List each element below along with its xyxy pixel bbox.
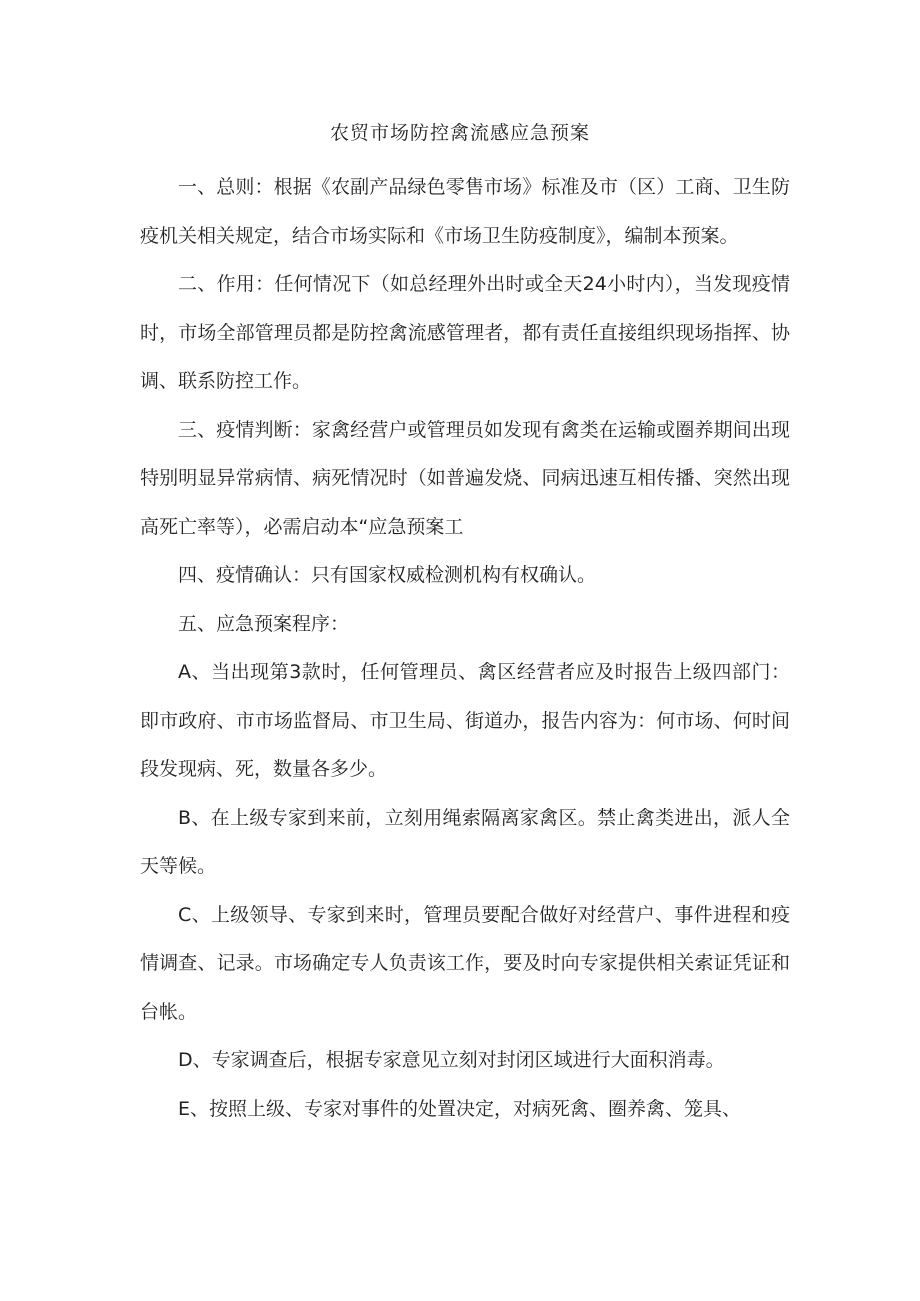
paragraph-procedure-d: D、专家调查后，根据专家意见立刻对封闭区域进行大面积消毒。 [178,1049,725,1071]
paragraph-procedure-a: A、当出现第3款时，任何管理员、禽区经营者应及时报告上级四部门：即市政府、市市场监督局、市卫生局、街道办，报告内容为：何市场、何时间段发现病、死，数量各多少。 [140,661,790,780]
paragraph-procedure-e: E、按照上级、专家对事件的处置决定，对病死禽、圈养禽、笼具、 [178,1097,742,1120]
paragraph-judgement: 三、疫情判断：家禽经营户或管理员如发现有禽类在运输或圈养期间出现特别明显异常病情、病死情况时（如普遍发烧、同病迅速互相传播、突然出现高死亡率等），必需启动本“应急预案工 [140,418,790,538]
paragraph-procedure-b: B、在上级专家到来前，立刻用绳索隔离家禽区。禁止禽类进出，派人全天等候。 [140,806,790,877]
paragraph-confirmation: 四、疫情确认：只有国家权威检测机构有权确认。 [178,564,597,586]
paragraph-role: 二、作用：任何情况下（如总经理外出时或全天24小时内），当发现疫情时，市场全部管理员都是防控禽流感管理者，都有责任直接组织现场指挥、协调、联系防控工作。 [140,273,790,392]
paragraph-general: 一、总则：根据《农副产品绿色零售市场》标准及市（区）工商、卫生防疫机关相关规定，结合市场实际和《市场卫生防疫制度》，编制本预案。 [140,176,790,247]
document-title: 农贸市场防控禽流感应急预案 [329,122,590,144]
paragraph-procedure-heading: 五、应急预案程序： [178,612,350,635]
paragraph-procedure-c: C、上级领导、专家到来时，管理员要配合做好对经营户、事件进程和疫情调查、记录。市场确定专人负责该工作，要及时向专家提供相关索证凭证和台帐。 [140,903,790,1023]
document-body [140,163,790,1133]
